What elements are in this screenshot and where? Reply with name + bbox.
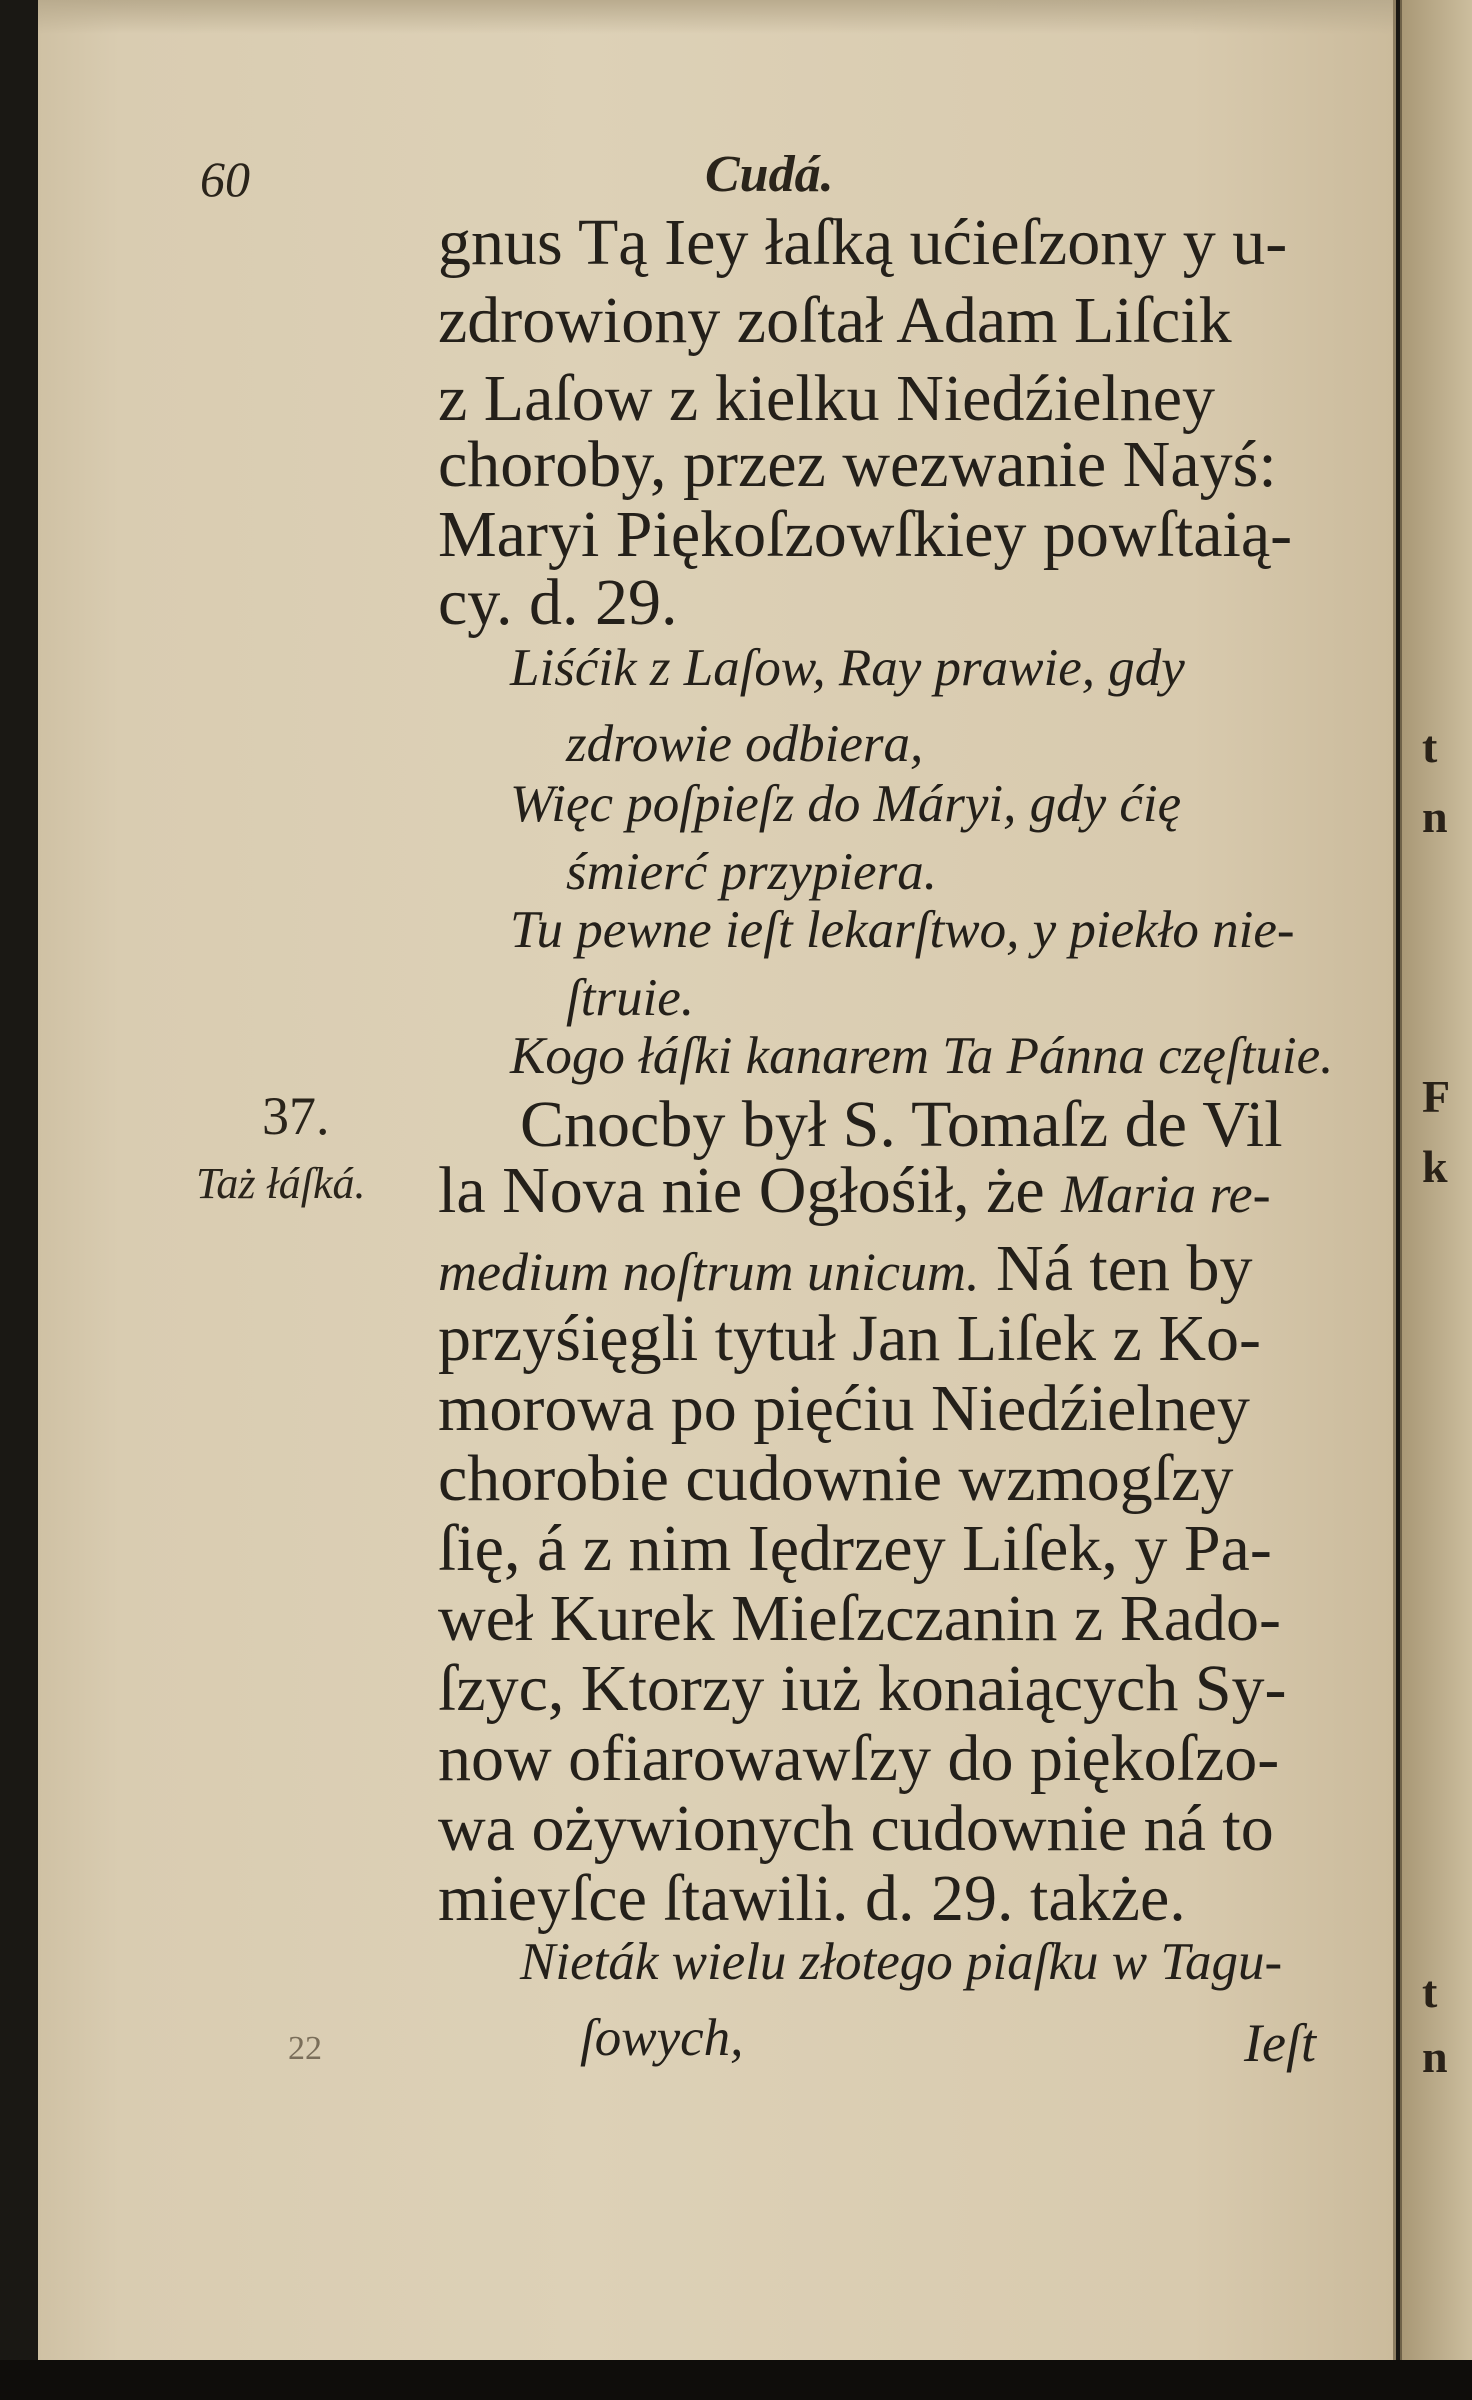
body-line: z Laſow z kielku Niedźielney xyxy=(438,362,1216,435)
body-line: Maryi Piękoſzowſkiey powſtaią- xyxy=(438,498,1293,571)
verse-line: Tu pewne ieſt lekarſtwo, y piekło nie- xyxy=(510,901,1295,959)
section-line: mieyſce ſtawili. d. 29. także. xyxy=(438,1862,1186,1935)
verse-line: Nieták wielu złotego piaſku w Tagu- xyxy=(520,1933,1283,1991)
verse-line: Liśćik z Laſow, Ray prawie, gdy xyxy=(510,639,1185,697)
section-line: ſzyc, Ktorzy iuż konaiących Sy- xyxy=(438,1652,1287,1725)
section-line: przyśięgli tytuł Jan Liſek z Ko- xyxy=(438,1302,1261,1375)
section-text: Ná ten by xyxy=(995,1232,1253,1305)
scan-background xyxy=(0,2360,1472,2400)
body-line: gnus Tą Iey łaſką ućieſzony y u- xyxy=(438,206,1288,279)
facing-fragment: n xyxy=(1422,791,1448,842)
section-line: morowa po pięćiu Niedźielney xyxy=(438,1372,1250,1445)
page-number: 60 xyxy=(200,151,250,207)
latin-quote: Maria re- xyxy=(1061,1164,1271,1224)
pencil-mark: 22 xyxy=(288,2030,322,2067)
body-line: zdrowiony zoſtał Adam Liſcik xyxy=(438,284,1232,357)
facing-fragment: t xyxy=(1422,1966,1438,2017)
verse-line: Więc poſpieſz do Máryi, gdy ćię xyxy=(510,775,1182,833)
section-line xyxy=(438,1232,1253,1305)
verse-line: zdrowie odbiera, xyxy=(566,715,924,773)
section-line: now ofiarowawſzy do piękoſzo- xyxy=(438,1722,1280,1795)
body-line: choroby, przez wezwanie Nayś: xyxy=(438,428,1277,501)
section-text: la Nova nie Ogłośił, że xyxy=(438,1154,1045,1227)
section-line xyxy=(438,1154,1271,1227)
section-line: weł Kurek Mieſzczanin z Rado- xyxy=(438,1582,1281,1655)
latin-quote: medium noſtrum unicum. xyxy=(438,1242,980,1302)
section-line: wa ożywionych cudownie ná to xyxy=(438,1792,1274,1865)
verse-line: ſtruie. xyxy=(566,969,695,1027)
verse-line: Kogo łáſki kanarem Ta Pánna częſtuie. xyxy=(510,1027,1334,1085)
facing-fragment: k xyxy=(1422,1141,1448,1192)
facing-fragment: F xyxy=(1422,1071,1451,1122)
facing-fragment: n xyxy=(1422,2031,1448,2082)
verse-line: ſowych, xyxy=(580,2009,744,2067)
page-shadow xyxy=(38,0,1393,34)
verse-line: śmierć przypiera. xyxy=(566,843,937,901)
facing-page-edge xyxy=(1400,0,1472,2400)
running-head: Cudá. xyxy=(705,146,834,203)
section-line: ſię, á z nim Iędrzey Liſek, y Pa- xyxy=(438,1512,1272,1585)
body-line: cy. d. 29. xyxy=(438,566,678,639)
facing-fragment: t xyxy=(1422,721,1438,772)
section-line: chorobie cudownie wzmogſzy xyxy=(438,1442,1234,1515)
catchword: Ieſt xyxy=(1244,2013,1316,2073)
section-line: Cnocby był S. Tomaſz de Vil xyxy=(520,1088,1283,1161)
section-number: 37. xyxy=(262,1086,330,1146)
margin-note: Taż łáſká. xyxy=(196,1159,366,1208)
